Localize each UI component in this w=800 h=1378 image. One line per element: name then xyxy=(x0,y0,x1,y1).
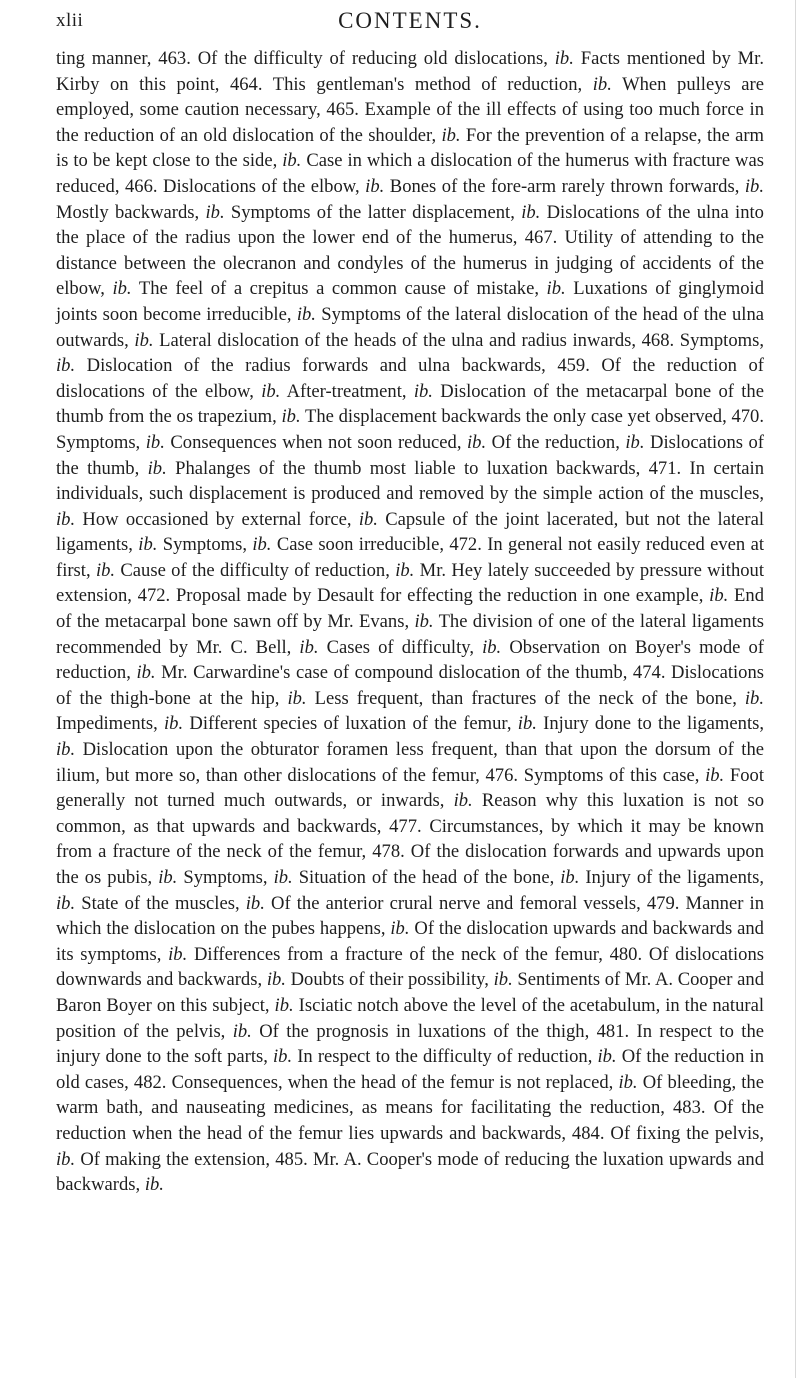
ibid-abbrev: ib. xyxy=(205,201,225,223)
ibid-abbrev: ib. xyxy=(266,969,286,991)
ibid-abbrev: ib. xyxy=(145,431,165,453)
ibid-abbrev: ib. xyxy=(147,457,167,479)
ibid-abbrev: ib. xyxy=(232,1020,252,1042)
ibid-abbrev: ib. xyxy=(95,559,116,581)
ibid-abbrev: ib. xyxy=(554,48,574,69)
ibid-abbrev: ib. xyxy=(281,406,301,428)
ibid-abbrev: ib. xyxy=(144,1174,164,1196)
ibid-abbrev: ib. xyxy=(168,943,188,965)
ibid-abbrev: ib. xyxy=(56,892,76,914)
ibid-abbrev: ib. xyxy=(395,559,415,581)
ibid-abbrev: ib. xyxy=(273,867,293,888)
ibid-abbrev: ib. xyxy=(56,508,76,530)
ibid-abbrev: ib. xyxy=(56,355,76,377)
ibid-abbrev: ib. xyxy=(164,713,184,735)
ibid-abbrev: ib. xyxy=(138,534,158,556)
ibid-abbrev: ib. xyxy=(261,380,281,402)
ibid-abbrev: ib. xyxy=(112,278,132,300)
ibid-abbrev: ib. xyxy=(453,790,473,812)
ibid-abbrev: ib. xyxy=(482,636,502,658)
ibid-abbrev: ib. xyxy=(414,611,434,633)
ibid-abbrev: ib. xyxy=(134,329,154,351)
ibid-abbrev: ib. xyxy=(56,739,76,761)
ibid-abbrev: ib. xyxy=(744,687,764,709)
ibid-abbrev: ib. xyxy=(618,1071,638,1093)
ibid-abbrev: ib. xyxy=(413,380,433,402)
ibid-abbrev: ib. xyxy=(625,431,645,453)
ibid-abbrev: ib. xyxy=(365,175,385,197)
ibid-abbrev: ib. xyxy=(287,687,307,709)
ibid-abbrev: ib. xyxy=(709,585,729,607)
ibid-abbrev: ib. xyxy=(597,1046,617,1068)
ibid-abbrev: ib. xyxy=(273,1046,293,1068)
ibid-abbrev: ib. xyxy=(521,201,541,223)
page-number: xlii xyxy=(56,10,84,31)
running-head: CONTENTS. xyxy=(338,8,482,33)
ibid-abbrev: ib. xyxy=(592,73,612,95)
ibid-abbrev: ib. xyxy=(390,918,410,940)
ibid-abbrev: ib. xyxy=(252,534,272,556)
ibid-abbrev: ib. xyxy=(136,662,156,684)
ibid-abbrev: ib. xyxy=(245,892,265,914)
ibid-abbrev: ib. xyxy=(358,508,378,530)
ibid-abbrev: ib. xyxy=(560,867,580,888)
ibid-abbrev: ib. xyxy=(158,867,178,888)
ibid-abbrev: ib. xyxy=(299,636,319,658)
page-header xyxy=(56,8,764,42)
ibid-abbrev: ib. xyxy=(441,124,461,146)
ibid-abbrev: ib. xyxy=(274,994,294,1016)
ibid-abbrev: ib. xyxy=(744,175,764,197)
ibid-abbrev: ib. xyxy=(282,150,302,172)
ibid-abbrev: ib. xyxy=(56,1148,76,1170)
ibid-abbrev: ib. xyxy=(493,969,513,991)
contents-paragraph: ting manner, 463. Of the difficulty of reducing old dislocations, ib. Facts mentioned by Mr. Kirby on this point, 464. This gentleman's method of reduction, ib. When pulleys are employed, some caution necessary, 465. Example of the ill effects of using too much force in the reduction of an old dislocation of the shoulder, ib. For the prevention of a relapse, the arm is to be kept close to the side, ib. Case in which a dislocation of the humerus with fracture was reduced, 466. Dislocations of the elbow, ib. Bones of the fore-arm rarely thrown forwards, ib. Mostly backwards, ib. Symptoms of the latter displacement, ib. Dislocations of the ulna into the place of the radius upon the lower end of the humerus, 467. Utility of attending to the distance between the olecranon and condyles of the humerus in judging of accidents of the elbow, ib. The feel of a crepitus a common cause of mistake, ib. Luxations of ginglymoid joints soon become irreducible, ib. Symptoms of the lateral dislocation of the head of the ulna outwards, ib. Lateral dislocation of the heads of the ulna and radius inwards, 468. Symptoms, ib. Dislocation of the radius forwards and ulna backwards, 459. Of the reduction of dislocations of the elbow, ib. After-treatment, ib. Dislocation of the metacarpal bone of the thumb from the os trapezium, ib. The displacement backwards the only case yet observed, 470. Symptoms, ib. Consequences when not soon reduced, ib. Of the reduction, ib. Dislocations of the thumb, ib. Phalanges of the thumb most liable to luxation backwards, 471. In certain individuals, such displacement is produced and removed by the simple action of the muscles, ib. How occasioned by external force, ib. Capsule of the joint lacerated, but not the lateral ligaments, ib. Symptoms, ib. Case soon irreducible, 472. In general not easily reduced even at first, ib. Cause of the difficulty of reduction, ib. Mr. Hey lately succeeded by pressure without extension, 472. Proposal made by Desault for effecting the reduction in one example, ib. End of the metacarpal bone sawn off by Mr. Evans, ib. The division of one of the lateral ligaments recommended by Mr. C. Bell, ib. Cases of difficulty, ib. Observation on Boyer's mode of reduction, ib. Mr. Carwardine's case of compound dislocation of the thumb, 474. Dislocations of the thigh-bone at the hip, ib. Less frequent, than fractures of the neck of the bone, ib. Impediments, ib. Different species of luxation of the femur, ib. Injury done to the ligaments, ib. Dislocation upon the obturator foramen less frequent, than that upon the dorsum of the ilium, but more so, than other dislocations of the femur, 476. Symptoms of this case, ib. Foot generally not turned much outwards, or inwards, ib. Reason why this luxation is not so common, as that upwards and backwards, 477. Circumstances, by which it may be known from a fracture of the neck of the femur, 478. Of the dislocation forwards and upwards upon the os pubis, ib. Symptoms, ib. Situation of the head of the bone, ib. Injury of the ligaments, ib. State of the muscles, ib. Of the anterior crural nerve and femoral vessels, 479. Manner in which the dislocation on the pubes happens, ib. Of the dislocation upwards and backwards and its symptoms, ib. Differences from a fracture of the neck of the femur, 480. Of dislocations downwards and backwards, ib. Doubts of their possibility, ib. Sentiments of Mr. A. Cooper and Baron Boyer on this subject, ib. Isciatic notch above the level of the acetabulum, in the natural position of the pelvis, ib. Of the prognosis in luxations of the thigh, 481. In respect to the injury done to the soft parts, ib. In respect to the difficulty of reduction, ib. Of the reduction in old cases, 482. Consequences, when the head of the femur is not replaced, ib. Of bleeding, the warm bath, and nauseating medicines, as means for facilitating the reduction, 483. Of the reduction when the head of the femur lies upwards and backwards, 484. Of fixing the pelvis, ib. Of making the extension, 485. Mr. A. Cooper's mode of reducing the luxation upwards and backwards, ib. xyxy=(56,48,765,1196)
ibid-abbrev: ib. xyxy=(296,303,316,325)
ibid-abbrev: ib. xyxy=(466,431,487,453)
ibid-abbrev: ib. xyxy=(517,713,537,735)
page-edge-divider xyxy=(795,0,796,1378)
ibid-abbrev: ib. xyxy=(546,278,566,300)
ibid-abbrev: ib. xyxy=(705,764,725,786)
